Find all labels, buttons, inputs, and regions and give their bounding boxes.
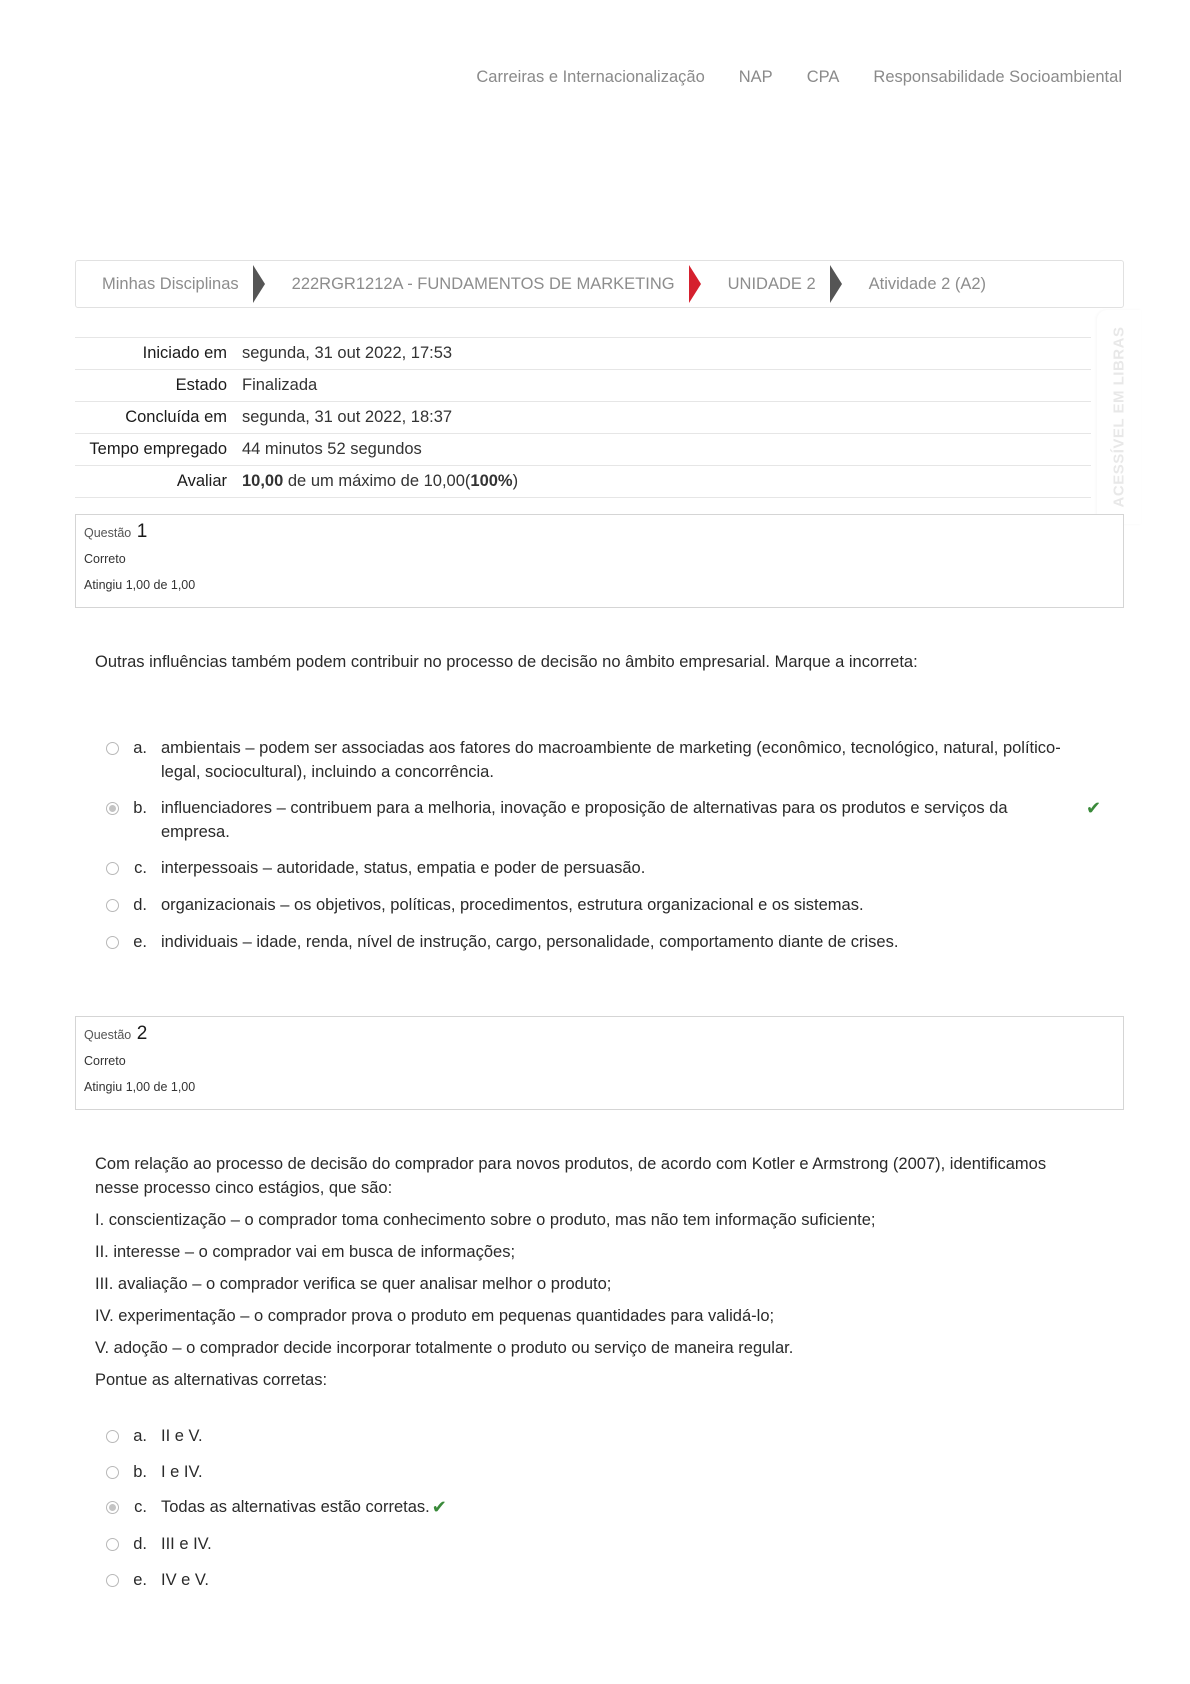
- answer-text: II e V.: [161, 1427, 203, 1445]
- summary-value: [242, 466, 1091, 498]
- question-status: Correto: [84, 1054, 126, 1068]
- summary-key: Estado: [75, 370, 242, 402]
- radio-button[interactable]: [106, 742, 119, 755]
- radio-button[interactable]: [106, 936, 119, 949]
- summary-value: segunda, 31 out 2022, 17:53: [242, 338, 1091, 370]
- radio-button[interactable]: [106, 1466, 119, 1479]
- nav-careers[interactable]: Carreiras e Internacionalização: [476, 68, 705, 86]
- question-2-info: [75, 1016, 1124, 1110]
- answer-option[interactable]: [106, 1495, 1096, 1519]
- question-status: Correto: [84, 552, 126, 566]
- question-1-text: [95, 650, 1085, 682]
- answer-option[interactable]: [106, 736, 1096, 784]
- answer-option[interactable]: [106, 796, 1102, 844]
- summary-row-completed: [75, 402, 1091, 434]
- question-prompt: Outras influências também podem contribuir no processo de decisão no âmbito empresarial. Marque a incorreta:: [95, 653, 918, 671]
- answer-text: influenciadores – contribuem para a melhoria, inovação e proposição de alternativas para os produtos e serviços da empresa.: [161, 799, 1008, 841]
- question-paragraph: V. adoção – o comprador decide incorporar totalmente o produto ou serviço de maneira regular.: [95, 1339, 794, 1357]
- question-1-info: [75, 514, 1124, 608]
- answer-letter: e.: [133, 933, 147, 951]
- breadcrumb-activity[interactable]: Atividade 2 (A2): [868, 274, 987, 293]
- radio-button[interactable]: [106, 1574, 119, 1587]
- answer-text: I e IV.: [161, 1463, 203, 1481]
- radio-button[interactable]: [106, 899, 119, 912]
- answer-option[interactable]: [106, 1460, 1096, 1484]
- answer-option[interactable]: [106, 1532, 1096, 1556]
- answer-letter: d.: [133, 1535, 147, 1553]
- question-paragraph: I. conscientização – o comprador toma conhecimento sobre o produto, mas não tem informação suficiente;: [95, 1211, 876, 1229]
- breadcrumb-my-courses[interactable]: Minhas Disciplinas: [102, 274, 239, 293]
- question-number-value: 1: [136, 521, 148, 542]
- breadcrumb-separator-icon: [253, 265, 265, 303]
- answer-text: III e IV.: [161, 1535, 212, 1553]
- answer-option[interactable]: [106, 1424, 1096, 1448]
- summary-row-time: [75, 434, 1091, 466]
- answer-option[interactable]: [106, 893, 1096, 917]
- question-label: Questão: [84, 526, 132, 540]
- answer-letter: b.: [133, 799, 147, 817]
- grade-score: 10,00: [242, 472, 284, 490]
- answer-text: organizacionais – os objetivos, políticas, procedimentos, estrutura organizacional e os sistemas.: [161, 896, 864, 914]
- summary-value: 44 minutos 52 segundos: [242, 434, 1091, 466]
- question-paragraph: Pontue as alternativas corretas:: [95, 1371, 328, 1389]
- grade-end: ): [512, 472, 519, 490]
- question-points: Atingiu 1,00 de 1,00: [84, 1080, 196, 1094]
- breadcrumb: [75, 260, 1124, 308]
- breadcrumb-separator-icon: [830, 265, 842, 303]
- question-paragraph: Com relação ao processo de decisão do comprador para novos produtos, de acordo com Kotler e Armstrong (2007), identificamos nesse processo cinco estágios, que são:: [95, 1155, 1047, 1197]
- nav-socioambiental[interactable]: Responsabilidade Socioambiental: [873, 68, 1122, 86]
- libras-tab-label: ACESSÍVEL EM LIBRAS: [1110, 326, 1128, 508]
- answer-option[interactable]: [106, 1568, 1096, 1592]
- breadcrumb-unit[interactable]: UNIDADE 2: [727, 274, 816, 293]
- correct-check-icon: ✔: [1086, 798, 1102, 818]
- summary-value: segunda, 31 out 2022, 18:37: [242, 402, 1091, 434]
- radio-button[interactable]: [106, 862, 119, 875]
- attempt-summary-table: [75, 337, 1091, 498]
- grade-mid: de um máximo de 10,00(: [283, 472, 471, 490]
- answer-text: interpessoais – autoridade, status, empatia e poder de persuasão.: [161, 859, 646, 877]
- answer-text: IV e V.: [161, 1571, 210, 1589]
- summary-row-started: [75, 338, 1091, 370]
- answer-letter: c.: [134, 1498, 147, 1516]
- breadcrumb-separator-icon: [689, 265, 701, 303]
- radio-button-selected[interactable]: [106, 1501, 119, 1514]
- question-paragraph: III. avaliação – o comprador verifica se quer analisar melhor o produto;: [95, 1275, 612, 1293]
- question-number: [84, 1023, 1115, 1045]
- breadcrumb-course[interactable]: 222RGR1212A - FUNDAMENTOS DE MARKETING: [291, 274, 675, 293]
- answer-text: ambientais – podem ser associadas aos fatores do macroambiente de marketing (econômico, tecnológico, natural, político-legal, sociocultural), incluindo a concorrência.: [161, 739, 1061, 781]
- summary-key: Avaliar: [75, 466, 242, 498]
- question-paragraph: IV. experimentação – o comprador prova o produto em pequenas quantidades para validá-lo;: [95, 1307, 775, 1325]
- question-2-answers: [106, 1424, 1096, 1592]
- nav-cpa[interactable]: CPA: [806, 68, 840, 86]
- summary-row-state: [75, 370, 1091, 402]
- answer-option[interactable]: [106, 930, 1096, 954]
- summary-row-grade: [75, 466, 1091, 498]
- answer-letter: c.: [134, 859, 147, 877]
- answer-letter: a.: [133, 739, 147, 757]
- summary-key: Iniciado em: [75, 338, 242, 370]
- question-number-value: 2: [136, 1023, 148, 1044]
- radio-button[interactable]: [106, 1538, 119, 1551]
- radio-button-selected[interactable]: [106, 802, 119, 815]
- correct-check-icon: ✔: [431, 1497, 447, 1517]
- answer-letter: a.: [133, 1427, 147, 1445]
- answer-letter: d.: [133, 896, 147, 914]
- question-points: Atingiu 1,00 de 1,00: [84, 578, 196, 592]
- radio-button[interactable]: [106, 1430, 119, 1443]
- answer-letter: b.: [133, 1463, 147, 1481]
- grade-percent: 100%: [470, 472, 513, 490]
- question-number: [84, 521, 1115, 543]
- question-2-text: [95, 1152, 1085, 1400]
- answer-option[interactable]: [106, 856, 1096, 880]
- nav-nap[interactable]: NAP: [738, 68, 773, 86]
- libras-accessibility-tab[interactable]: [1097, 310, 1141, 524]
- answer-text: Todas as alternativas estão corretas.: [161, 1498, 430, 1516]
- answer-letter: e.: [133, 1571, 147, 1589]
- top-nav: [476, 68, 1122, 87]
- answer-text: individuais – idade, renda, nível de instrução, cargo, personalidade, comportamento diante de crises.: [161, 933, 899, 951]
- question-label: Questão: [84, 1028, 132, 1042]
- question-1-answers: [106, 736, 1102, 954]
- question-paragraph: II. interesse – o comprador vai em busca de informações;: [95, 1243, 516, 1261]
- summary-value: Finalizada: [242, 370, 1091, 402]
- summary-key: Concluída em: [75, 402, 242, 434]
- summary-key: Tempo empregado: [75, 434, 242, 466]
